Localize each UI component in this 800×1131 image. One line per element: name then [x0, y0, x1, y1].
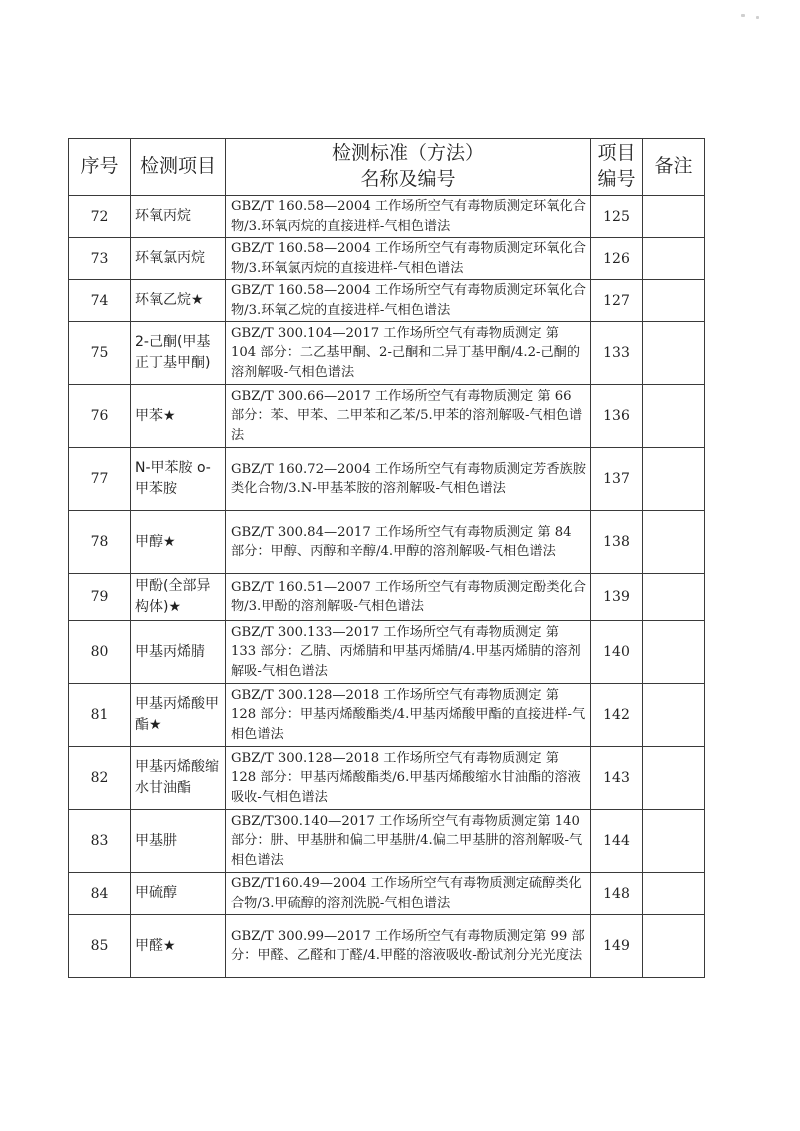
row-remark [643, 873, 705, 915]
table-row [69, 238, 705, 280]
row-index: 85 [69, 915, 131, 978]
row-item: 甲基丙烯腈 [131, 621, 226, 684]
row-remark [643, 511, 705, 574]
header-index: 序号 [69, 139, 131, 196]
row-code: 140 [591, 621, 643, 684]
row-remark [643, 196, 705, 238]
row-code: 139 [591, 574, 643, 621]
row-standard: GBZ/T 300.133—2017 工作场所空气有毒物质测定 第 133 部分：乙腈、丙烯腈和甲基丙烯腈/4.甲基丙烯腈的溶剂解吸-气相色谱法 [226, 621, 591, 684]
row-code: 144 [591, 810, 643, 873]
row-code: 149 [591, 915, 643, 978]
row-remark [643, 621, 705, 684]
row-item: 甲醛★ [131, 915, 226, 978]
row-item: 环氧丙烷 [131, 196, 226, 238]
header-standard-line1: 检测标准（方法） [331, 142, 484, 165]
row-remark [643, 810, 705, 873]
header-code-line2: 编号 [597, 168, 636, 190]
row-index: 79 [69, 574, 131, 621]
row-index: 84 [69, 873, 131, 915]
row-remark [643, 385, 705, 448]
row-standard: GBZ/T 300.104—2017 工作场所空气有毒物质测定 第 104 部分：二乙基甲酮、2-己酮和二异丁基甲酮/4.2-己酮的溶剂解吸-气相色谱法 [226, 322, 591, 385]
row-code: 143 [591, 747, 643, 810]
table-row [69, 915, 705, 978]
row-index: 81 [69, 684, 131, 747]
row-item: 甲硫醇 [131, 873, 226, 915]
row-standard: GBZ/T 160.58—2004 工作场所空气有毒物质测定环氧化合物/3.环氧乙烷的直接进样-气相色谱法 [226, 280, 591, 322]
row-index: 82 [69, 747, 131, 810]
row-standard: GBZ/T 160.72—2004 工作场所空气有毒物质测定芳香族胺类化合物/3.N-甲基苯胺的溶剂解吸-气相色谱法 [226, 448, 591, 511]
table-row [69, 511, 705, 574]
row-index: 74 [69, 280, 131, 322]
row-remark [643, 574, 705, 621]
row-remark [643, 448, 705, 511]
row-code: 138 [591, 511, 643, 574]
header-remark: 备注 [643, 139, 705, 196]
header-item: 检测项目 [131, 139, 226, 196]
header-standard [226, 139, 591, 196]
row-item: N-甲苯胺 o-甲苯胺 [131, 448, 226, 511]
row-item: 2-己酮(甲基正丁基甲酮) [131, 322, 226, 385]
row-code: 142 [591, 684, 643, 747]
header-code-line1: 项目 [597, 142, 636, 165]
row-code: 126 [591, 238, 643, 280]
row-index: 78 [69, 511, 131, 574]
row-standard: GBZ/T 160.58—2004 工作场所空气有毒物质测定环氧化合物/3.环氧氯丙烷的直接进样-气相色谱法 [226, 238, 591, 280]
row-standard: GBZ/T 160.51—2007 工作场所空气有毒物质测定酚类化合物/3.甲酚的溶剂解吸-气相色谱法 [226, 574, 591, 621]
row-code: 148 [591, 873, 643, 915]
table-header-row [69, 139, 705, 196]
row-code: 136 [591, 385, 643, 448]
row-index: 72 [69, 196, 131, 238]
row-standard: GBZ/T 300.128—2018 工作场所空气有毒物质测定 第 128 部分：甲基丙烯酸酯类/6.甲基丙烯酸缩水甘油酯的溶液吸收-气相色谱法 [226, 747, 591, 810]
row-item: 甲基丙烯酸甲酯★ [131, 684, 226, 747]
table-row [69, 322, 705, 385]
row-standard: GBZ/T 300.128—2018 工作场所空气有毒物质测定 第 128 部分：甲基丙烯酸酯类/4.甲基丙烯酸甲酯的直接进样-气相色谱法 [226, 684, 591, 747]
scan-speck [741, 14, 745, 17]
row-index: 73 [69, 238, 131, 280]
table-row [69, 621, 705, 684]
row-index: 80 [69, 621, 131, 684]
row-remark [643, 322, 705, 385]
row-standard: GBZ/T 160.58—2004 工作场所空气有毒物质测定环氧化合物/3.环氧丙烷的直接进样-气相色谱法 [226, 196, 591, 238]
row-item: 环氧氯丙烷 [131, 238, 226, 280]
row-item: 环氧乙烷★ [131, 280, 226, 322]
row-item: 甲基肼 [131, 810, 226, 873]
scan-speck [756, 16, 759, 19]
row-standard: GBZ/T 300.84—2017 工作场所空气有毒物质测定 第 84 部分：甲醇、丙醇和辛醇/4.甲醇的溶剂解吸-气相色谱法 [226, 511, 591, 574]
table-row [69, 385, 705, 448]
row-standard: GBZ/T160.49—2004 工作场所空气有毒物质测定硫醇类化合物/3.甲硫醇的溶剂洗脱-气相色谱法 [226, 873, 591, 915]
table-row [69, 196, 705, 238]
row-standard: GBZ/T 300.66—2017 工作场所空气有毒物质测定 第 66 部分：苯、甲苯、二甲苯和乙苯/5.甲苯的溶剂解吸-气相色谱法 [226, 385, 591, 448]
row-item: 甲基丙烯酸缩水甘油酯 [131, 747, 226, 810]
table-row [69, 448, 705, 511]
header-code [591, 139, 643, 196]
row-standard: GBZ/T300.140—2017 工作场所空气有毒物质测定第 140 部分：肼、甲基肼和偏二甲基肼/4.偏二甲基肼的溶剂解吸-气相色谱法 [226, 810, 591, 873]
table-row [69, 747, 705, 810]
row-item: 甲酚(全部异构体)★ [131, 574, 226, 621]
detection-standards-table [68, 138, 705, 978]
row-index: 77 [69, 448, 131, 511]
row-remark [643, 238, 705, 280]
row-remark [643, 915, 705, 978]
row-code: 133 [591, 322, 643, 385]
row-index: 75 [69, 322, 131, 385]
row-code: 137 [591, 448, 643, 511]
table-row [69, 873, 705, 915]
row-code: 127 [591, 280, 643, 322]
table-row [69, 810, 705, 873]
row-remark [643, 747, 705, 810]
row-index: 83 [69, 810, 131, 873]
row-remark [643, 684, 705, 747]
table-body [69, 196, 705, 978]
table-row [69, 574, 705, 621]
row-code: 125 [591, 196, 643, 238]
row-remark [643, 280, 705, 322]
row-standard: GBZ/T 300.99—2017 工作场所空气有毒物质测定第 99 部分：甲醛、乙醛和丁醛/4.甲醛的溶液吸收-酚试剂分光光度法 [226, 915, 591, 978]
table-row [69, 684, 705, 747]
row-index: 76 [69, 385, 131, 448]
row-item: 甲醇★ [131, 511, 226, 574]
table-row [69, 280, 705, 322]
row-item: 甲苯★ [131, 385, 226, 448]
header-standard-line2: 名称及编号 [360, 168, 456, 190]
